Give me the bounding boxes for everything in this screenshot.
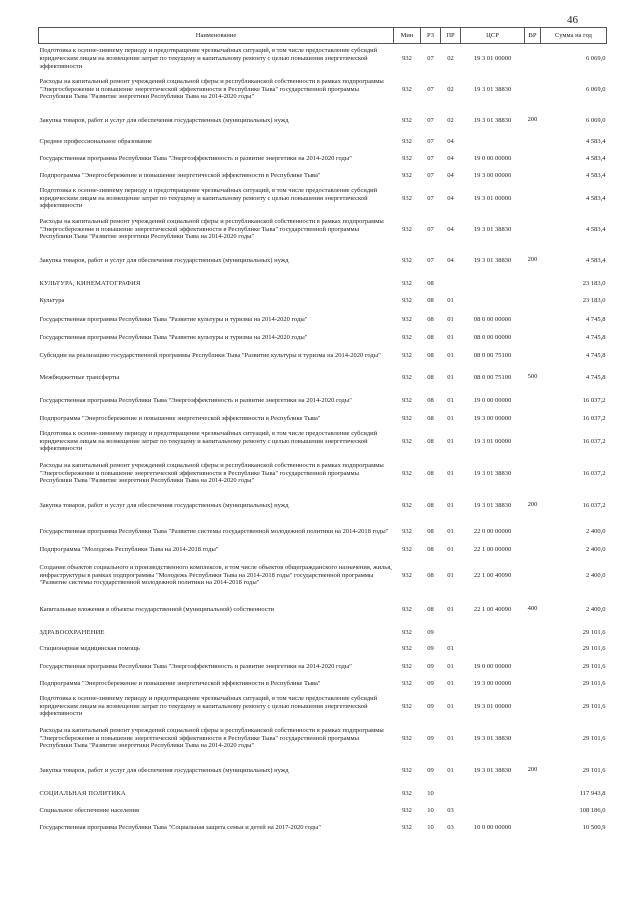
cell-csr: 19 0 00 00000 (473, 662, 512, 670)
cell-vr: 400 (527, 605, 538, 613)
cell-min: 932 (402, 527, 412, 535)
cell-sum: 29 101,6 (582, 734, 606, 742)
cell-csr: 19 0 00 00000 (473, 154, 512, 162)
cell-name: Расходы на капитальный ремонт учреждений социальной сферы и республиканской собственности в рамках подпрограммы "Энергосбережение и повышение энергетической эффективности в Республике Тыва" государственной программы Республики Тыва "Развитие энергетики Республики Тыва на 2014-2020 годы" (39, 461, 384, 485)
cell-sum: 2 400,0 (586, 605, 606, 613)
table-row (39, 412, 607, 427)
cell-pr: 01 (447, 373, 454, 381)
header-min: Мин (394, 28, 421, 44)
cell-name: Субсидии на реализацию государственной программы Республики Тыва "Развитие культуры и туризма на 2014-2020 годы" (39, 351, 381, 359)
cell-pr: 03 (447, 807, 454, 815)
cell-rz: 08 (427, 469, 434, 477)
cell-rz: 09 (427, 734, 434, 742)
cell-csr (461, 642, 525, 657)
page-number: 46 (567, 14, 578, 26)
cell-sum: 4 583,4 (586, 138, 606, 146)
cell-csr: 19 3 00 00000 (473, 680, 512, 688)
table-row (39, 557, 607, 595)
cell-vr (525, 346, 541, 366)
cell-rz: 08 (427, 545, 434, 553)
cell-rz: 08 (427, 415, 434, 423)
cell-pr: 04 (447, 194, 454, 202)
cell-pr: 04 (447, 225, 454, 233)
cell-name: Закупка товаров, работ и услуг для обеспечения государственных (муниципальных) нужд (39, 501, 289, 509)
cell-name: Социальное обеспечение населения (39, 807, 140, 815)
cell-pr: 01 (447, 734, 454, 742)
cell-min: 932 (402, 154, 412, 162)
cell-rz: 07 (427, 154, 434, 162)
cell-csr: 19 3 01 38830 (473, 766, 512, 774)
cell-vr (525, 692, 541, 722)
cell-sum: 29 101,6 (582, 629, 606, 637)
table-row (39, 246, 607, 276)
cell-rz: 08 (427, 333, 434, 341)
cell-rz: 09 (427, 702, 434, 710)
table-row (39, 366, 607, 390)
cell-vr (525, 293, 541, 310)
cell-csr: 22 1 00 40090 (473, 605, 512, 613)
cell-sum: 29 101,6 (582, 702, 606, 710)
cell-vr: 200 (527, 116, 538, 124)
table-row (39, 595, 607, 625)
cell-pr: 01 (447, 527, 454, 535)
table-row (39, 149, 607, 169)
cell-sum: 117 943,8 (579, 790, 606, 798)
header-name: Наименование (39, 28, 394, 44)
table-row (39, 293, 607, 310)
header-sum: Сумма на год (541, 28, 607, 44)
cell-sum: 2 400,0 (586, 527, 606, 535)
cell-vr (525, 657, 541, 677)
cell-vr: 200 (527, 256, 538, 264)
cell-sum: 6 069,0 (586, 116, 606, 124)
cell-sum: 29 101,6 (582, 645, 606, 653)
cell-min: 932 (402, 256, 412, 264)
table-row (39, 457, 607, 491)
cell-min: 932 (402, 415, 412, 423)
cell-vr (525, 543, 541, 557)
cell-name: Государственная программа Республики Тыва "Развитие системы государственной молодежной политики на 2014-2018 годы" (39, 527, 389, 535)
cell-csr: 08 0 00 00000 (473, 315, 512, 323)
cell-sum: 4 583,4 (586, 172, 606, 180)
cell-min: 932 (402, 629, 412, 637)
cell-min: 932 (402, 315, 412, 323)
cell-name: Подпрограмма "Молодежь Республики Тыва на 2014-2018 годы" (39, 545, 219, 553)
cell-rz: 07 (427, 225, 434, 233)
table-row (39, 677, 607, 692)
cell-vr (525, 184, 541, 214)
cell-sum: 29 101,6 (582, 680, 606, 688)
cell-rz: 07 (427, 194, 434, 202)
cell-pr: 01 (447, 645, 454, 653)
cell-min: 932 (402, 297, 412, 305)
cell-csr: 19 3 01 38830 (473, 734, 512, 742)
cell-pr: 01 (447, 702, 454, 710)
cell-vr (525, 803, 541, 820)
table-row (39, 74, 607, 106)
cell-min: 932 (402, 545, 412, 553)
cell-name: Создание объектов социального и производственного комплексов, в том числе объектов общегражданского назначения, жилья, инфраструктуры в рамках подпрограммы "Молодежь Республики Тыва на 2014-2018 годы" государственной программы "Развитие системы государственной молодежной политики на 2014-2018 годы" (39, 563, 392, 587)
cell-rz: 10 (427, 790, 434, 798)
cell-vr (525, 330, 541, 346)
cell-sum: 6 069,0 (586, 85, 606, 93)
cell-sum: 4 583,4 (586, 154, 606, 162)
cell-rz: 07 (427, 256, 434, 264)
table-row (39, 491, 607, 521)
cell-csr: 22 1 00 40090 (473, 571, 512, 579)
cell-min: 932 (402, 501, 412, 509)
cell-vr (525, 557, 541, 595)
table-row (39, 184, 607, 214)
cell-name: Межбюджетные трансферты (39, 373, 120, 381)
cell-min: 932 (402, 437, 412, 445)
cell-sum: 4 745,8 (586, 351, 606, 359)
cell-vr (525, 310, 541, 330)
cell-vr (525, 44, 541, 74)
cell-csr (461, 276, 525, 293)
cell-min: 932 (402, 351, 412, 359)
cell-pr: 04 (447, 154, 454, 162)
cell-min: 932 (402, 225, 412, 233)
cell-rz: 08 (427, 280, 434, 288)
cell-rz: 08 (427, 297, 434, 305)
cell-min: 932 (402, 645, 412, 653)
cell-name: Капитальные вложения в объекты государственной (муниципальной) собственности (39, 605, 275, 613)
cell-csr: 19 3 01 38830 (473, 116, 512, 124)
table-row (39, 543, 607, 557)
cell-sum: 6 069,0 (586, 54, 606, 62)
cell-pr: 01 (447, 415, 454, 423)
table-row (39, 820, 607, 837)
cell-csr: 19 3 00 00000 (473, 172, 512, 180)
table-row (39, 722, 607, 756)
cell-vr (525, 214, 541, 246)
cell-vr (525, 74, 541, 106)
table-row (39, 521, 607, 543)
section-row (39, 625, 607, 642)
cell-name: Стационарная медицинская помощь (39, 645, 140, 653)
cell-pr: 04 (447, 256, 454, 264)
cell-min: 932 (402, 734, 412, 742)
cell-pr: 01 (447, 315, 454, 323)
cell-rz: 09 (427, 645, 434, 653)
table-row (39, 44, 607, 74)
cell-sum: 29 101,6 (582, 766, 606, 774)
cell-pr: 02 (447, 85, 454, 93)
cell-csr (461, 136, 525, 149)
cell-csr: 19 3 00 00000 (473, 415, 512, 423)
cell-rz: 08 (427, 571, 434, 579)
cell-name: КУЛЬТУРА, КИНЕМАТОГРАФИЯ (39, 280, 141, 288)
cell-csr: 19 3 01 38830 (473, 256, 512, 264)
cell-min: 932 (402, 807, 412, 815)
header-vr: ВР (525, 28, 541, 44)
cell-pr: 01 (447, 571, 454, 579)
cell-csr: 08 0 00 00000 (473, 333, 512, 341)
cell-rz: 10 (427, 824, 434, 832)
cell-csr: 19 3 01 00000 (473, 437, 512, 445)
cell-sum: 4 745,8 (586, 315, 606, 323)
cell-min: 932 (402, 116, 412, 124)
table-row (39, 692, 607, 722)
cell-csr: 19 3 01 38830 (473, 85, 512, 93)
cell-rz: 07 (427, 85, 434, 93)
cell-rz: 08 (427, 501, 434, 509)
cell-vr (525, 786, 541, 803)
cell-min: 932 (402, 333, 412, 341)
cell-sum: 16 037,2 (582, 437, 606, 445)
table-row (39, 427, 607, 457)
budget-table (38, 27, 607, 837)
cell-rz: 07 (427, 138, 434, 146)
cell-csr: 22 1 00 00000 (473, 545, 512, 553)
cell-vr: 500 (527, 373, 538, 381)
cell-pr: 01 (447, 605, 454, 613)
cell-csr (461, 786, 525, 803)
cell-min: 932 (402, 194, 412, 202)
cell-name: Закупка товаров, работ и услуг для обеспечения государственных (муниципальных) нужд (39, 116, 289, 124)
cell-min: 932 (402, 85, 412, 93)
table-row (39, 214, 607, 246)
cell-vr (525, 521, 541, 543)
cell-pr: 01 (447, 680, 454, 688)
cell-csr: 19 3 01 00000 (473, 194, 512, 202)
cell-csr: 19 3 01 00000 (473, 54, 512, 62)
cell-rz: 07 (427, 172, 434, 180)
cell-rz: 09 (427, 680, 434, 688)
cell-name: Подпрограмма "Энергосбережение и повышение энергетической эффективности в Республике Тыва" (39, 415, 321, 423)
cell-pr: 03 (447, 824, 454, 832)
cell-pr: 02 (447, 54, 454, 62)
cell-csr: 10 0 00 00000 (473, 824, 512, 832)
cell-pr: 01 (447, 766, 454, 774)
cell-vr (525, 390, 541, 412)
cell-sum: 4 583,4 (586, 225, 606, 233)
cell-vr (525, 169, 541, 184)
cell-vr (525, 136, 541, 149)
cell-rz: 08 (427, 351, 434, 359)
cell-min: 932 (402, 54, 412, 62)
cell-name: Государственная программа Республики Тыва "Социальная защита семьи и детей на 2017-2020 годы" (39, 824, 322, 832)
table-row (39, 346, 607, 366)
cell-name: Подготовка к осенне-зимнему периоду и предотвращение чрезвычайных ситуаций, в том числе предоставление субсидий юридическим лицам на возмещение затрат по текущему и капитальному ремонту с целью повышения энергетической эффективности (39, 429, 378, 453)
cell-name: Подпрограмма "Энергосбережение и повышение энергетической эффективности в Республике Тыва" (39, 172, 321, 180)
cell-vr (525, 412, 541, 427)
cell-sum: 108 186,0 (579, 807, 606, 815)
cell-vr (525, 276, 541, 293)
cell-pr: 04 (447, 172, 454, 180)
header-csr: ЦСР (461, 28, 525, 44)
cell-pr: 01 (447, 662, 454, 670)
table-body (39, 44, 607, 837)
cell-sum: 23 183,0 (582, 280, 606, 288)
cell-rz: 07 (427, 54, 434, 62)
cell-vr (525, 149, 541, 169)
cell-sum: 29 101,6 (582, 662, 606, 670)
cell-csr: 19 3 01 00000 (473, 702, 512, 710)
cell-name: Государственная программа Республики Тыва "Энергоэффективность и развитие энергетики на 2014-2020 годы" (39, 662, 352, 670)
cell-vr (525, 722, 541, 756)
table-row (39, 169, 607, 184)
cell-sum: 16 037,2 (582, 415, 606, 423)
table-row (39, 756, 607, 786)
cell-sum: 4 583,4 (586, 194, 606, 202)
cell-rz: 09 (427, 629, 434, 637)
cell-name: Подпрограмма "Энергосбережение и повышение энергетической эффективности в Республике Тыва" (39, 680, 321, 688)
cell-sum: 16 037,2 (582, 501, 606, 509)
cell-sum: 4 583,4 (586, 256, 606, 264)
cell-pr: 01 (447, 333, 454, 341)
cell-min: 932 (402, 172, 412, 180)
cell-name: Государственная программа Республики Тыва "Развитие культуры и туризма на 2014-2020 годы" (39, 315, 308, 323)
cell-vr (525, 642, 541, 657)
cell-vr (525, 457, 541, 491)
cell-csr: 08 0 00 75100 (473, 373, 512, 381)
table-row (39, 657, 607, 677)
table-row (39, 310, 607, 330)
cell-pr: 01 (447, 396, 454, 404)
cell-csr: 19 3 01 38830 (473, 225, 512, 233)
section-row (39, 276, 607, 293)
cell-rz: 08 (427, 527, 434, 535)
cell-name: Культура (39, 297, 65, 305)
cell-pr (441, 786, 461, 803)
cell-name: Закупка товаров, работ и услуг для обеспечения государственных (муниципальных) нужд (39, 766, 289, 774)
cell-sum: 23 183,0 (582, 297, 606, 305)
cell-min: 932 (402, 766, 412, 774)
cell-min: 932 (402, 373, 412, 381)
cell-rz: 08 (427, 437, 434, 445)
cell-min: 932 (402, 396, 412, 404)
cell-csr: 19 3 01 38830 (473, 501, 512, 509)
cell-pr (441, 625, 461, 642)
table-row (39, 803, 607, 820)
cell-pr: 04 (447, 138, 454, 146)
cell-pr: 01 (447, 351, 454, 359)
cell-pr: 02 (447, 116, 454, 124)
cell-csr: 08 0 00 75100 (473, 351, 512, 359)
cell-vr: 200 (527, 501, 538, 509)
table-row (39, 390, 607, 412)
table-header-row (39, 28, 607, 44)
cell-pr: 01 (447, 297, 454, 305)
cell-name: Государственная программа Республики Тыва "Энергоэффективность и развитие энергетики на 2014-2020 годы" (39, 396, 352, 404)
cell-csr (461, 803, 525, 820)
cell-min: 932 (402, 662, 412, 670)
cell-name: Закупка товаров, работ и услуг для обеспечения государственных (муниципальных) нужд (39, 256, 289, 264)
cell-csr (461, 625, 525, 642)
cell-csr: 19 0 00 00000 (473, 396, 512, 404)
cell-vr (525, 625, 541, 642)
cell-rz: 08 (427, 396, 434, 404)
cell-pr (441, 276, 461, 293)
cell-min: 932 (402, 605, 412, 613)
cell-name: СОЦИАЛЬНАЯ ПОЛИТИКА (39, 790, 126, 798)
cell-pr: 01 (447, 545, 454, 553)
cell-name: ЗДРАВООХРАНЕНИЕ (39, 629, 105, 637)
cell-pr: 01 (447, 469, 454, 477)
cell-pr: 01 (447, 437, 454, 445)
cell-rz: 08 (427, 373, 434, 381)
cell-rz: 09 (427, 662, 434, 670)
cell-name: Государственная программа Республики Тыва "Развитие культуры и туризма на 2014-2020 годы" (39, 333, 308, 341)
cell-rz: 07 (427, 116, 434, 124)
cell-csr (461, 293, 525, 310)
table-row (39, 642, 607, 657)
cell-sum: 16 037,2 (582, 396, 606, 404)
cell-min: 932 (402, 824, 412, 832)
header-pr: ПР (441, 28, 461, 44)
cell-name: Подготовка к осенне-зимнему периоду и предотвращение чрезвычайных ситуаций, в том числе предоставление субсидий юридическим лицам на возмещение затрат по текущему и капитальному ремонту с целью повышения энергетической эффективности (39, 47, 378, 70)
cell-min: 932 (402, 469, 412, 477)
cell-vr (525, 677, 541, 692)
cell-sum: 16 037,2 (582, 469, 606, 477)
cell-sum: 2 400,0 (586, 571, 606, 579)
cell-rz: 08 (427, 605, 434, 613)
cell-name: Подготовка к осенне-зимнему периоду и предотвращение чрезвычайных ситуаций, в том числе предоставление субсидий юридическим лицам на возмещение затрат по текущему и капитальному ремонту с целью повышения энергетической эффективности (39, 694, 378, 718)
cell-csr: 22 0 00 00000 (473, 527, 512, 535)
cell-name: Подготовка к осенне-зимнему периоду и предотвращение чрезвычайных ситуаций, в том числе предоставление субсидий юридическим лицам на возмещение затрат по текущему и капитальному ремонту с целью повышения энергетической эффективности (39, 186, 378, 210)
cell-name: Расходы на капитальный ремонт учреждений социальной сферы и республиканской собственности в рамках подпрограммы "Энергосбережение и повышение энергетической эффективности в Республике Тыва" государственной программы Республики Тыва "Развитие энергетики Республики Тыва на 2014-2020 годы" (39, 726, 384, 750)
table-row (39, 330, 607, 346)
cell-vr (525, 820, 541, 837)
cell-min: 932 (402, 280, 412, 288)
cell-rz: 09 (427, 766, 434, 774)
header-rz: РЗ (421, 28, 441, 44)
cell-name: Среднее профессиональное образование (39, 138, 152, 146)
cell-vr (525, 427, 541, 457)
cell-sum: 10 500,9 (582, 824, 606, 832)
cell-name: Государственная программа Республики Тыва "Энергоэффективность и развитие энергетики на 2014-2020 годы" (39, 154, 352, 162)
cell-name: Расходы на капитальный ремонт учреждений социальной сферы и республиканской собственности в рамках подпрограммы "Энергосбережение и повышение энергетической эффективности в Республике Тыва" государственной программы Республики Тыва "Развитие энергетики Республики Тыва на 2014-2020 годы" (39, 77, 384, 101)
cell-sum: 4 745,8 (586, 333, 606, 341)
cell-vr: 200 (527, 766, 538, 774)
cell-sum: 4 745,8 (586, 373, 606, 381)
table-row (39, 136, 607, 149)
cell-csr: 19 3 01 38830 (473, 469, 512, 477)
table-row (39, 106, 607, 136)
cell-min: 932 (402, 702, 412, 710)
cell-rz: 10 (427, 807, 434, 815)
cell-min: 932 (402, 790, 412, 798)
cell-min: 932 (402, 138, 412, 146)
section-row (39, 786, 607, 803)
cell-min: 932 (402, 680, 412, 688)
cell-name: Расходы на капитальный ремонт учреждений социальной сферы и республиканской собственности в рамках подпрограммы "Энергосбережение и повышение энергетической эффективности в Республике Тыва" государственной программы Республики Тыва "Развитие энергетики Республики Тыва на 2014-2020 годы" (39, 217, 384, 241)
cell-sum: 2 400,0 (586, 545, 606, 553)
cell-rz: 08 (427, 315, 434, 323)
cell-min: 932 (402, 571, 412, 579)
cell-pr: 01 (447, 501, 454, 509)
